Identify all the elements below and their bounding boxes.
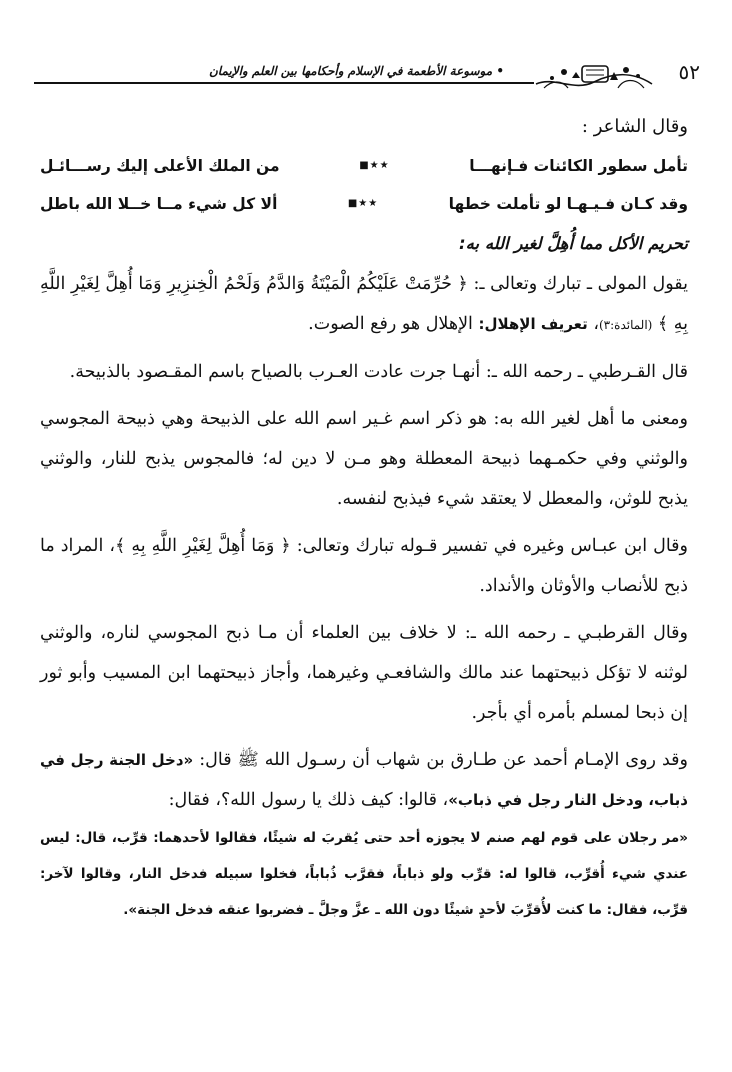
- definition-label: تعريف الإهلال:: [478, 315, 588, 333]
- paragraph-text: وقال ابن عبـاس وغيره في تفسير قـوله تبارك وتعالى:: [290, 536, 688, 556]
- running-title: • موسوعة الأطعمة في الإسلام وأحكامها بين العلم والإيمان: [208, 64, 504, 78]
- paragraph-text: ، قالوا: كيف ذلك يا رسول الله؟، فقال:: [168, 790, 449, 810]
- hadith-text: «مر رجلان على قوم لهم صنم لا يجوزه أحد حتى يُقربَ له شيئًا، فقالوا لأحدهما: قرِّب، قال: ليس عندي شيء أُقرِّب، قالوا له: قرِّب ولو ذباباً، فقرَّب ذُباباً، فخلوا سبيله فدخل النار، وقالوا لآخر: قرِّب، فقال: ما كنت لأُقرِّبَ لأحدٍ شيئًا دون الله ـ عزَّ وجلَّ ـ فضربوا عنقه فدخل الجنة».: [40, 830, 688, 918]
- paragraph: [40, 526, 688, 606]
- floral-ornament-icon: [534, 58, 654, 98]
- poet-label: وقال الشاعر :: [581, 116, 688, 137]
- verse-separator: ★★■: [347, 198, 379, 209]
- paragraph-text: ، المراد ما ذبح للأنصاب والأوثان والأنداد.: [40, 536, 688, 596]
- definition-text: الإهلال هو رفع الصوت.: [308, 314, 479, 334]
- page-body: [40, 110, 688, 928]
- page-number: ٥٢: [678, 60, 700, 84]
- paragraph: [40, 264, 688, 345]
- verse-reference: (المائدة:٣): [598, 318, 653, 332]
- header-rule: [34, 82, 534, 84]
- paragraph: وقال القرطبـي ـ رحمه الله ـ: لا خلاف بين العلماء أن مـا ذبح المجوسي لناره، والوثني لوثنه لا تؤكل ذبيحتهما عند مالك والشافعـي وغيرهما، وأجاز ذبيحتهما ابن المسيب وأبو ثور إن ذبحا لمسلم بأمره أي بأجر.: [40, 623, 688, 723]
- hadith-quote: «دخل الجنة رجل في ذباب، ودخل النار رجل في ذباب»: [40, 751, 688, 809]
- paragraph: [40, 740, 688, 820]
- quran-quote: ﴿ حُرِّمَتْ عَلَيْكُمُ الْمَيْتَةُ وَالدَّمُ وَلَحْمُ الْخِنزِيرِ وَمَا أُهِلَّ لِغَيْرِ اللَّهِ بِهِ ﴾: [40, 274, 688, 334]
- verse-first-hemistich: تأمل سطور الكائنات فـإنهـــا: [469, 157, 688, 175]
- paragraph-text: يقول المولى ـ تبارك وتعالى ـ:: [467, 274, 688, 294]
- verse-second-hemistich: من الملك الأعلى إليك رســـائـل: [40, 157, 280, 175]
- page-header: [34, 58, 698, 98]
- separator: ،: [587, 314, 599, 334]
- verse-line: [40, 186, 688, 222]
- paragraph: ومعنى ما أهل لغير الله به: هو ذكر اسم غـير اسم الله على الذبيحة وهي ذبيحة المجوسي والوثني وفي حكمـهما ذبيحة المعطلة وهو مـن لا دين له؛ فالمجوس يذبح للنار، والوثني يذبح للوثن، والمعطل لا يعتقد شيء فيذبح لنفسه.: [40, 409, 688, 509]
- verse-first-hemistich: وقد كـان فـيـهـا لو تأملت خطها: [448, 195, 688, 213]
- paragraph: قال القـرطبي ـ رحمه الله ـ: أنهـا جرت عادت العـرب بالصياح باسم المقـصود بالذبيحة.: [69, 362, 688, 382]
- paragraph-text: وقد روى الإمـام أحمد عن طـارق بن شهاب أن رسـول الله ﷺ قال:: [193, 750, 688, 770]
- verse-line: [40, 148, 688, 184]
- verse-separator: ★★■: [359, 160, 390, 171]
- verse-second-hemistich: ألا كل شيء مــا خــلا الله باطل: [40, 195, 278, 213]
- section-heading: تحريم الأكل مما أُهِلَّ لغير الله به:: [459, 234, 688, 253]
- quran-quote: ﴿ وَمَا أُهِلَّ لِغَيْرِ اللَّهِ بِهِ ﴾: [115, 536, 291, 556]
